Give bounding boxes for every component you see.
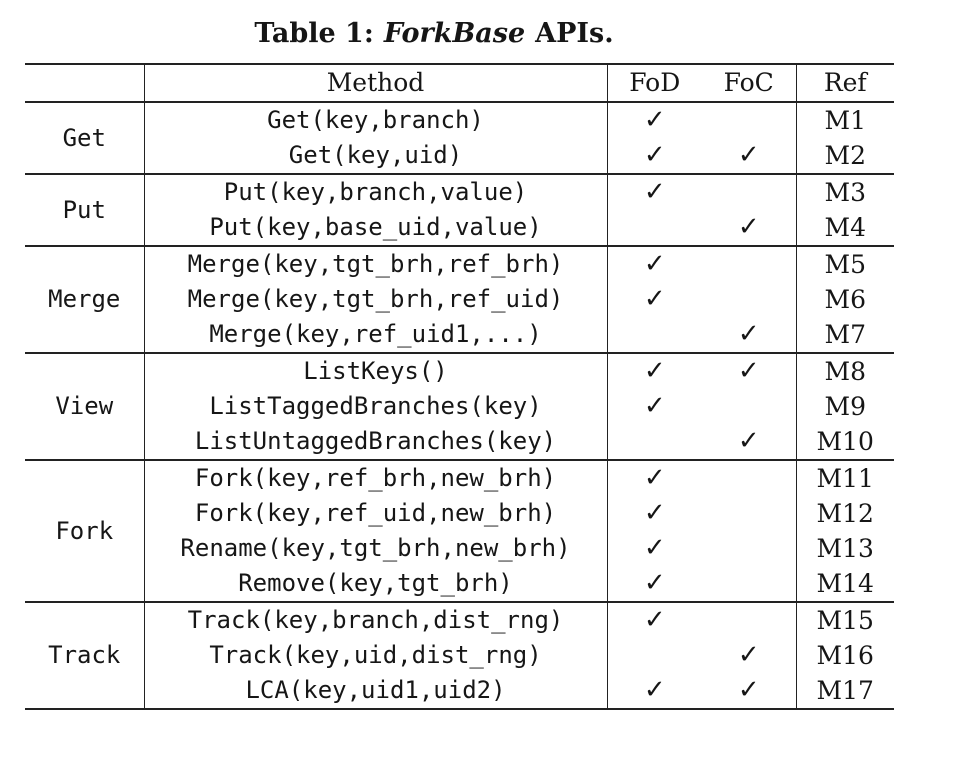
fod-check-cell: ✓ [643, 568, 666, 598]
caption-suffix: APIs. [535, 18, 614, 49]
table-row [25, 460, 894, 496]
ref-id: M9 [824, 392, 866, 421]
table-row [25, 246, 894, 282]
method-signature: Merge(key,ref_uid1,...) [144, 317, 607, 353]
table-row [25, 210, 894, 246]
fod-check-cell: ✓ [643, 391, 666, 421]
fod-check-cell: ✓ [643, 498, 666, 528]
table-row [25, 673, 894, 709]
ref-id: M17 [816, 676, 874, 705]
ref-id: M7 [824, 320, 866, 349]
fod-check-cell [607, 638, 702, 673]
method-signature: Fork(key,ref_brh,new_brh) [144, 460, 607, 496]
table-row [25, 102, 894, 138]
table-row [25, 282, 894, 317]
method-signature: Put(key,branch,value) [144, 174, 607, 210]
table-row [25, 424, 894, 460]
ref-id: M1 [824, 106, 866, 135]
foc-check-cell [702, 246, 796, 282]
ref-id: M4 [824, 213, 866, 242]
ref-id: M5 [824, 250, 866, 279]
header-fod: FoD [629, 68, 681, 97]
group-label: View [25, 353, 144, 460]
foc-check-cell: ✓ [702, 317, 796, 353]
table-row [25, 566, 894, 602]
method-signature: Merge(key,tgt_brh,ref_uid) [144, 282, 607, 317]
method-signature: ListKeys() [144, 353, 607, 389]
method-signature: ListUntaggedBranches(key) [144, 424, 607, 460]
api-group-merge [25, 246, 894, 353]
method-signature: Track(key,uid,dist_rng) [144, 638, 607, 673]
table-header [25, 64, 894, 102]
api-table [25, 63, 894, 710]
fod-check-cell: ✓ [643, 284, 666, 314]
ref-id: M11 [816, 464, 874, 493]
table-row [25, 317, 894, 353]
ref-id: M8 [824, 357, 866, 386]
foc-check-cell [702, 460, 796, 496]
foc-check-cell: ✓ [702, 673, 796, 709]
ref-id: M10 [816, 427, 874, 456]
header-group [25, 64, 144, 102]
method-signature: ListTaggedBranches(key) [144, 389, 607, 424]
foc-check-cell: ✓ [702, 353, 796, 389]
table-row [25, 353, 894, 389]
table-row [25, 174, 894, 210]
method-signature: Rename(key,tgt_brh,new_brh) [144, 531, 607, 566]
group-label: Put [25, 174, 144, 246]
table-row [25, 138, 894, 174]
api-group-view [25, 353, 894, 460]
ref-id: M15 [816, 606, 874, 635]
api-group-get [25, 102, 894, 174]
foc-check-cell: ✓ [702, 210, 796, 246]
ref-id: M6 [824, 285, 866, 314]
method-signature: Get(key,branch) [144, 102, 607, 138]
fod-check-cell [607, 210, 702, 246]
method-signature: Remove(key,tgt_brh) [144, 566, 607, 602]
table-caption [0, 18, 868, 49]
foc-check-cell [702, 102, 796, 138]
table-row [25, 389, 894, 424]
caption-prefix: Table 1: [254, 18, 374, 49]
foc-check-cell [702, 282, 796, 317]
foc-check-cell [702, 566, 796, 602]
ref-id: M13 [816, 534, 874, 563]
fod-check-cell: ✓ [643, 533, 666, 563]
fod-check-cell: ✓ [643, 105, 666, 135]
ref-id: M14 [816, 569, 874, 598]
fod-check-cell: ✓ [643, 177, 666, 207]
group-label: Merge [25, 246, 144, 353]
fod-check-cell: ✓ [643, 140, 666, 170]
header-ref: Ref [823, 68, 867, 97]
ref-id: M16 [816, 641, 874, 670]
fod-check-cell [607, 317, 702, 353]
table-row [25, 531, 894, 566]
group-label: Track [25, 602, 144, 709]
table-row [25, 602, 894, 638]
fod-check-cell: ✓ [643, 675, 666, 705]
ref-id: M2 [824, 141, 866, 170]
fod-check-cell: ✓ [643, 463, 666, 493]
foc-check-cell: ✓ [702, 424, 796, 460]
fod-check-cell [607, 424, 702, 460]
foc-check-cell: ✓ [702, 138, 796, 174]
foc-check-cell [702, 389, 796, 424]
ref-id: M12 [816, 499, 874, 528]
method-signature: Get(key,uid) [144, 138, 607, 174]
fod-check-cell: ✓ [643, 356, 666, 386]
fod-check-cell: ✓ [643, 605, 666, 635]
ref-id: M3 [824, 178, 866, 207]
foc-check-cell [702, 531, 796, 566]
group-label: Get [25, 102, 144, 174]
fod-check-cell: ✓ [643, 249, 666, 279]
header-foc: FoC [702, 64, 796, 102]
foc-check-cell [702, 174, 796, 210]
header-row [25, 64, 894, 102]
api-group-fork [25, 460, 894, 602]
api-group-track [25, 602, 894, 709]
foc-check-cell: ✓ [702, 638, 796, 673]
api-group-put [25, 174, 894, 246]
method-signature: Track(key,branch,dist_rng) [144, 602, 607, 638]
method-signature: LCA(key,uid1,uid2) [144, 673, 607, 709]
method-signature: Fork(key,ref_uid,new_brh) [144, 496, 607, 531]
header-method: Method [144, 64, 607, 102]
method-signature: Put(key,base_uid,value) [144, 210, 607, 246]
group-label: Fork [25, 460, 144, 602]
method-signature: Merge(key,tgt_brh,ref_brh) [144, 246, 607, 282]
caption-system-name: ForkBase [383, 18, 526, 49]
foc-check-cell [702, 602, 796, 638]
table-row [25, 496, 894, 531]
foc-check-cell [702, 496, 796, 531]
table-row [25, 638, 894, 673]
